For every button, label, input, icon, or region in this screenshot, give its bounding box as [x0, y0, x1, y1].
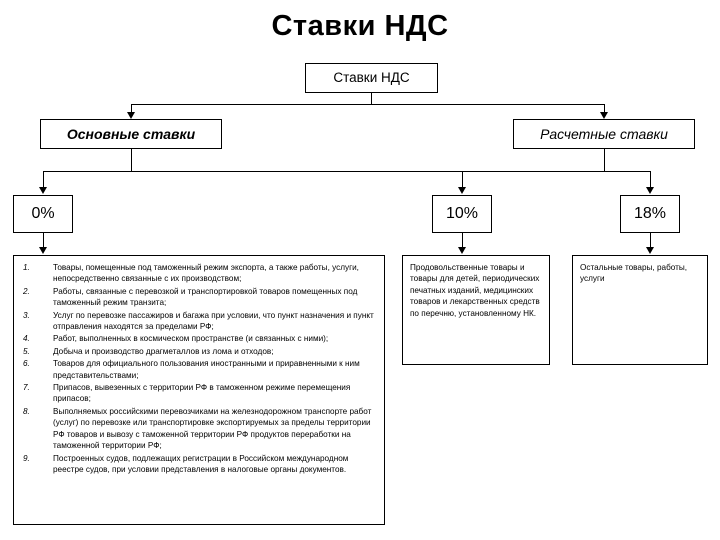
node-rate-18-label: 18%	[633, 205, 667, 222]
panel-rate-10	[402, 255, 550, 365]
connector-to-calc	[604, 104, 605, 112]
panel-rate-18	[572, 255, 708, 365]
connector-to-rate-0	[43, 171, 44, 187]
arrow-rate-10-panel-icon	[458, 247, 466, 254]
list-item	[19, 346, 379, 357]
list-item-text: Добыча и производство драгметаллов из лома и отходов;	[53, 346, 274, 356]
connector-rate-10-panel	[462, 233, 463, 247]
list-item-number: 5.	[23, 346, 30, 356]
panel-rate-0	[13, 255, 385, 525]
node-rate-10	[432, 195, 492, 233]
connector-rate-0-panel	[43, 233, 44, 247]
connector-to-rate-18	[650, 171, 651, 187]
list-item-text: Работы, связанные с перевозкой и транспортировкой товаров помещенных под таможенный режим транзита;	[53, 286, 358, 308]
connector-to-rate-10	[462, 171, 463, 187]
arrow-rate-0-panel-icon	[39, 247, 47, 254]
list-item-number: 6.	[23, 359, 30, 369]
connector-rate-18-panel	[650, 233, 651, 247]
list-item-number: 7.	[23, 383, 30, 393]
connector-rates-bus	[43, 171, 650, 172]
list-item	[19, 286, 379, 309]
list-item-number: 1.	[23, 263, 30, 272]
node-rate-10-label: 10%	[445, 205, 479, 222]
node-rate-18	[620, 195, 680, 233]
list-item	[19, 382, 379, 405]
arrow-to-main-icon	[127, 112, 135, 119]
list-item-number: 9.	[23, 453, 30, 463]
node-calculated-rates	[513, 119, 695, 149]
list-item-number: 2.	[23, 286, 30, 296]
list-item-text: Товаров для официального пользования иностранными и приравненными к ним представительствами;	[53, 359, 360, 380]
list-item-text: Припасов, вывезенных с территории РФ в таможенном режиме перемещения припасов;	[53, 383, 351, 404]
list-item	[19, 453, 379, 476]
node-main-rates	[40, 119, 222, 149]
list-item-number: 8.	[23, 406, 30, 416]
node-rate-0-label: 0%	[31, 205, 55, 222]
connector-main-down	[131, 149, 132, 171]
node-calculated-rates-label: Расчетные ставки	[540, 126, 668, 142]
arrow-to-rate-18-icon	[646, 187, 654, 194]
connector-root-bus	[131, 104, 604, 105]
list-item-text: Построенных судов, подлежащих регистрации в Российском международном реестре судов, при условии представления в налоговые органы документов.	[53, 453, 349, 474]
arrow-rate-18-panel-icon	[646, 247, 654, 254]
list-item-text: Работ, выполненных в космическом пространстве (и связанных с ними);	[53, 334, 329, 344]
node-root	[305, 63, 438, 93]
list-item-text: Услуг по перевозке пассажиров и багажа при условии, что пункт назначения и пункт отправления находятся за пределами РФ;	[53, 310, 374, 332]
list-item-text: Товары, помещенные под таможенный режим экспорта, а также работы, услуги, непосредственно связанные с их производством;	[53, 263, 359, 284]
list-item	[19, 262, 379, 285]
panel-rate-10-text: Продовольственные товары и товары для детей, периодических печатных изданий, медицинских товаров и лекарственных средств по перечню, установленному НК.	[410, 263, 540, 318]
node-root-label: Ставки НДС	[333, 70, 410, 85]
arrow-to-calc-icon	[600, 112, 608, 119]
page-title: Ставки НДС	[271, 10, 449, 42]
connector-calc-down	[604, 149, 605, 171]
connector-root-down	[371, 93, 372, 104]
list-item-number: 3.	[23, 310, 30, 320]
node-main-rates-label: Основные ставки	[66, 126, 196, 142]
node-rate-0	[13, 195, 73, 233]
list-item-number: 4.	[23, 334, 30, 344]
list-item	[19, 310, 379, 333]
connector-to-main	[131, 104, 132, 112]
panel-rate-0-list	[19, 262, 379, 475]
list-item	[19, 358, 379, 381]
list-item	[19, 333, 379, 344]
panel-rate-18-text: Остальные товары, работы, услуги	[580, 263, 688, 284]
list-item	[19, 406, 379, 452]
arrow-to-rate-10-icon	[458, 187, 466, 194]
arrow-to-rate-0-icon	[39, 187, 47, 194]
list-item-text: Выполняемых российскими перевозчиками на железнодорожном транспорте работ (услуг) по перевозке или транспортировке экспортируемых за пределы территории РФ товаров и вывозу с таможенной территории РФ продуктов переработки на таможенной территории РФ;	[53, 406, 372, 451]
